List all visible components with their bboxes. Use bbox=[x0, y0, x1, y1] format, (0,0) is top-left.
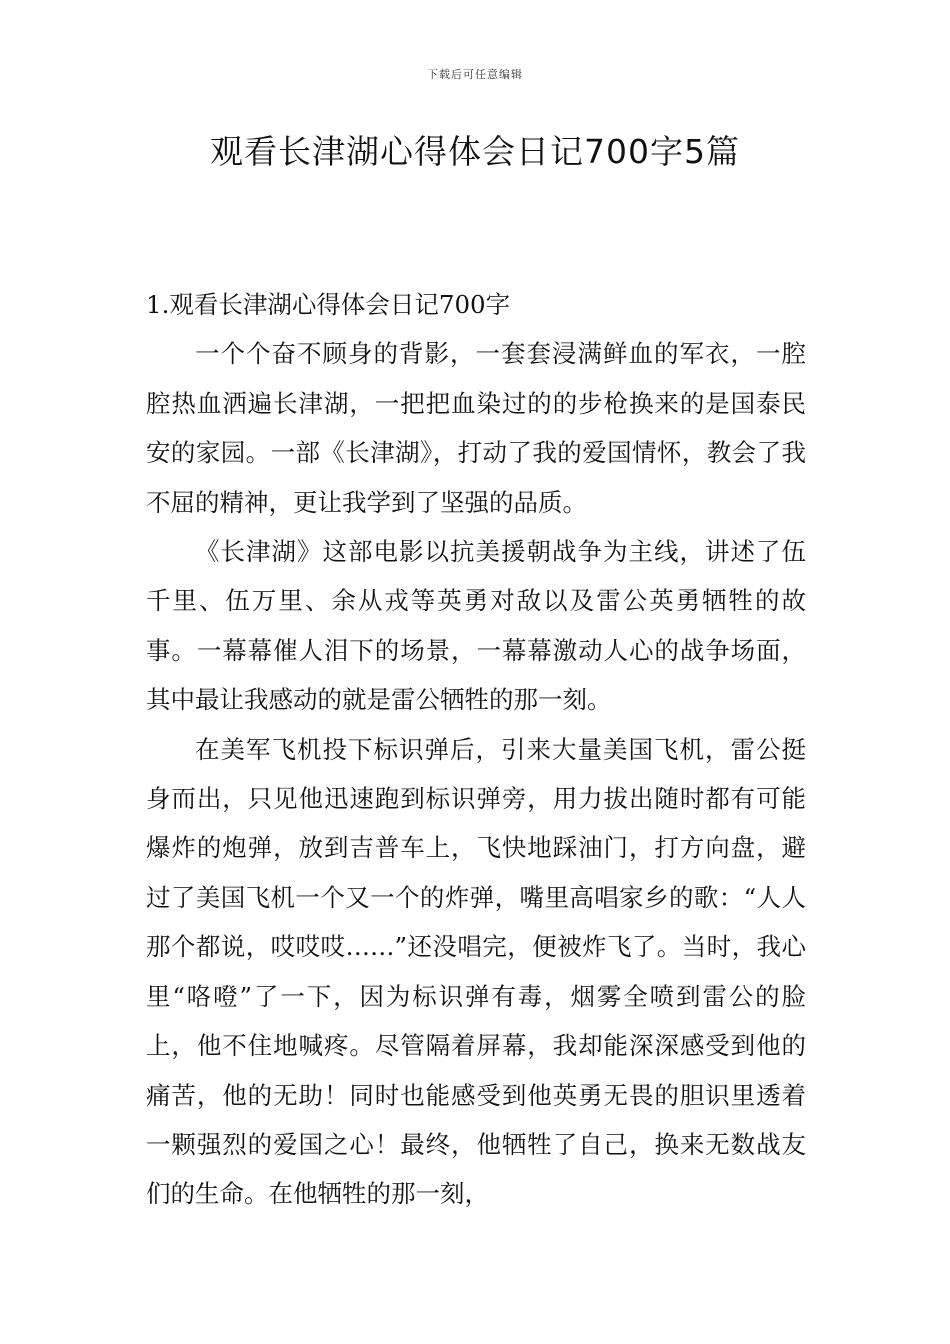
document-title: 观看长津湖心得体会日记700字5篇 bbox=[210, 132, 740, 171]
section-heading: 1.观看长津湖心得体会日记700字 bbox=[146, 290, 511, 319]
paragraph: 一个个奋不顾身的背影，一套套浸满鲜血的军衣，一腔腔热血洒遍长津湖，一把把血染过的的步枪换来的是国泰民安的家园。一部《长津湖》，打动了我的爱国情怀，教会了我不屈的精神，更让我学到了坚强的品质。 bbox=[146, 339, 806, 517]
header-note: 下载后可任意编辑 bbox=[427, 68, 523, 81]
paragraph: 在美军飞机投下标识弹后，引来大量美国飞机，雷公挺身而出，只见他迅速跑到标识弹旁，用力拔出随时都有可能爆炸的炮弹，放到吉普车上，飞快地踩油门，打方向盘，避过了美国飞机一个又一个的炸弹，嘴里高唱家乡的歌：“人人那个都说，哎哎哎……”还没唱完，便被炸飞了。当时，我心里“咯噔”了一下，因为标识弹有毒，烟雾全喷到雷公的脸上，他不住地喊疼。尽管隔着屏幕，我却能深深感受到他的痛苦，他的无助！同时也能感受到他英勇无畏的胆识里透着一颗强烈的爱国之心！最终，他牺牲了自己，换来无数战友们的生命。在他牺牲的那一刻， bbox=[146, 734, 806, 1209]
document-body bbox=[146, 280, 806, 1219]
paragraph: 《长津湖》这部电影以抗美援朝战争为主线，讲述了伍千里、伍万里、余从戎等英勇对敌以及雷公英勇牺牲的故事。一幕幕催人泪下的场景，一幕幕激动人心的战争场面，其中最让我感动的就是雷公牺牲的那一刻。 bbox=[146, 537, 806, 715]
